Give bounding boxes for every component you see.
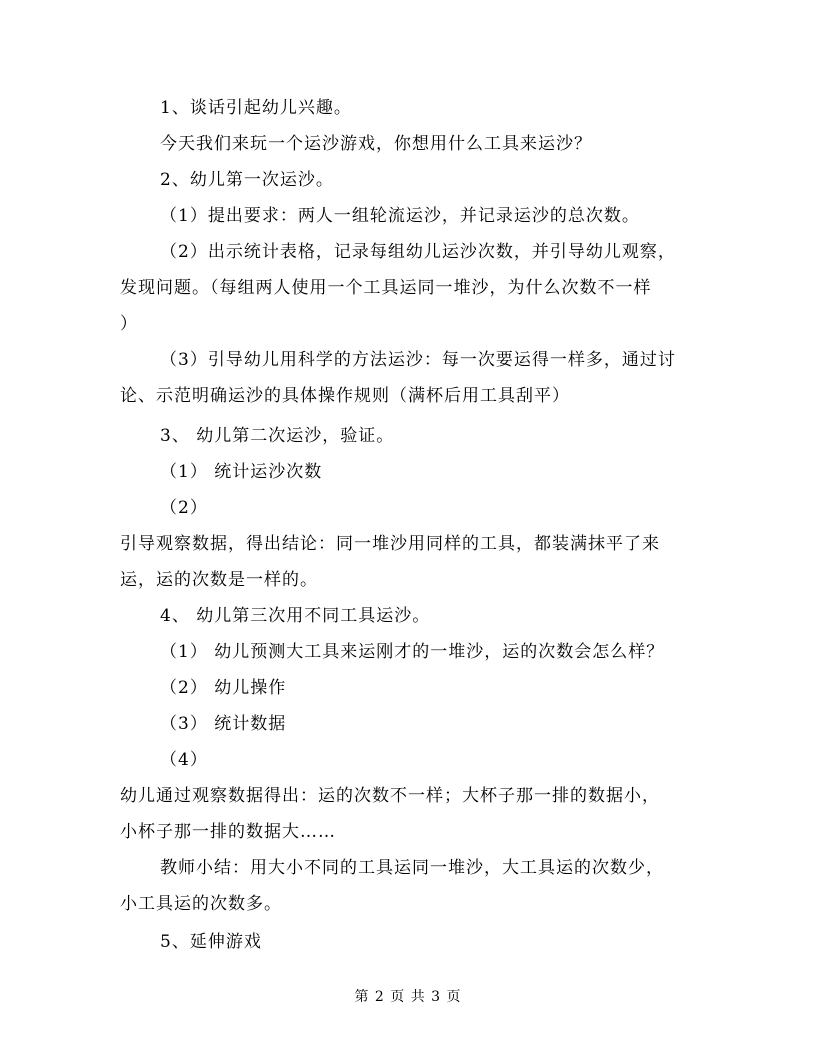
text-line: 小工具运的次数多。: [120, 894, 282, 914]
text-line: 发现问题。（每组两人使用一个工具运同一堆沙，为什么次数不一样: [120, 278, 652, 298]
text-line: ）: [120, 314, 138, 334]
text-line: （1）提出要求：两人一组轮流运沙，并记录运沙的总次数。: [160, 206, 640, 226]
text-line: 4、 幼儿第三次用不同工具运沙。: [160, 606, 431, 626]
text-line: 论、示范明确运沙的具体操作规则（满杯后用工具刮平）: [120, 386, 570, 406]
text-line: 今天我们来玩一个运沙游戏，你想用什么工具来运沙？: [160, 134, 592, 154]
text-line: （4）: [160, 750, 208, 770]
text-line: （1） 统计运沙次数: [160, 462, 323, 482]
text-line: （3）引导幼儿用科学的方法运沙：每一次要运得一样多，通过讨: [160, 350, 676, 370]
text-line: 运，运的次数是一样的。: [120, 570, 318, 590]
text-line: 小杯子那一排的数据大……: [120, 822, 336, 842]
text-line: 2、幼儿第一次运沙。: [160, 170, 334, 190]
page-footer: 第 2 页 共 3 页: [354, 989, 462, 1005]
text-line: 5、延伸游戏: [160, 932, 262, 952]
text-line: （2） 幼儿操作: [160, 678, 287, 698]
text-line: 1、谈话引起幼儿兴趣。: [160, 98, 352, 118]
text-line: 3、 幼儿第二次运沙，验证。: [160, 426, 395, 446]
text-line: （2）: [160, 498, 208, 518]
text-line: 教师小结：用大小不同的工具运同一堆沙，大工具运的次数少，: [160, 858, 664, 878]
text-line: （1） 幼儿预测大工具来运刚才的一堆沙，运的次数会怎么样？: [160, 642, 665, 662]
text-line: （2）出示统计表格，记录每组幼儿运沙次数，并引导幼儿观察，: [160, 242, 676, 262]
text-line: 幼儿通过观察数据得出：运的次数不一样；大杯子那一排的数据小，: [120, 786, 660, 806]
text-line: （3） 统计数据: [160, 714, 287, 734]
text-line: 引导观察数据，得出结论：同一堆沙用同样的工具，都装满抹平了来: [120, 534, 660, 554]
